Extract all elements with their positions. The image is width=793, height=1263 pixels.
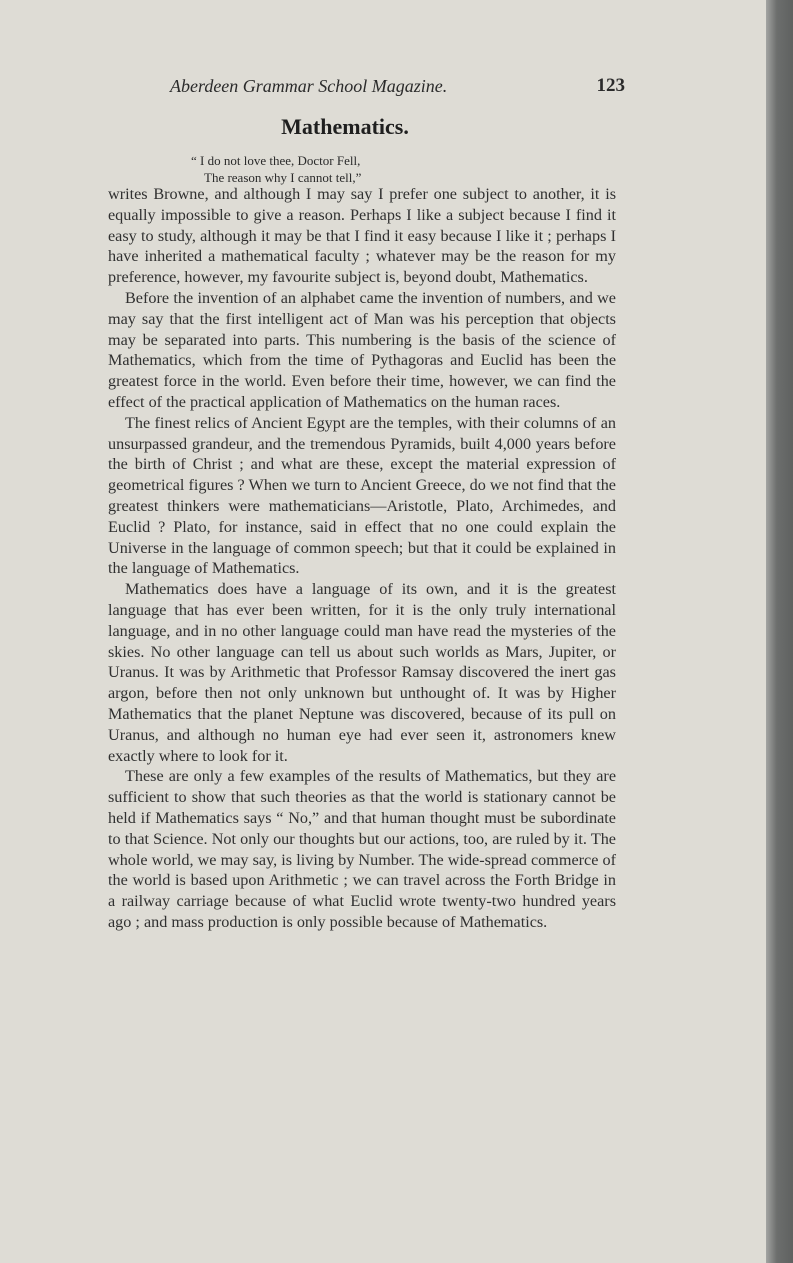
epigraph-line: “ I do not love thee, Doctor Fell,: [191, 153, 361, 168]
article-title: Mathematics.: [281, 114, 409, 139]
running-title: Aberdeen Grammar School Magazine.: [170, 76, 448, 96]
running-head: [60, 76, 625, 100]
paragraph: The finest relics of Ancient Egypt are the temples, with their columns of an unsurpassed grandeur, and the tremendous Pyramids, built 4,000 years before the birth of Christ ; and what are these, except the material expression of geometrical figures ? When we turn to Ancient Greece, do we not find that the greatest thinkers were mathematicians—Aristotle, Plato, Archimedes, and Euclid ? Plato, for instance, said in effect that no one could explain the Universe in the language of common speech; but that it could be explained in the language of Mathematics.: [108, 413, 616, 578]
epigraph-line: The reason why I cannot tell,”: [204, 170, 362, 185]
article-body: [108, 184, 616, 933]
paragraph: Before the invention of an alphabet came the invention of numbers, and we may say that the first intelligent act of Man was his perception that objects may be separated into parts. This numbering is the basis of the science of Mathematics, which from the time of Pythagoras and Euclid has been the greatest force in the world. Even before their time, however, we can find the effect of the practical application of Mathematics on the human races.: [108, 288, 616, 411]
paragraph: These are only a few examples of the results of Mathematics, but they are sufficient to show that such theories as that the world is stationary cannot be held if Mathematics says “ No,” and that human thought must be subordinate to that Science. Not only our thoughts but our actions, too, are ruled by it. The whole world, we may say, is living by Number. The wide-spread commerce of the world is based upon Arithmetic ; we can travel across the Forth Bridge in a railway carriage because of what Euclid wrote twenty-two hundred years ago ; and mass production is only possible because of Mathematics.: [108, 767, 616, 931]
paragraph: Mathematics does have a language of its own, and it is the greatest language that has ever been written, for it is the only truly international language, and in no other language could man have read the mysteries of the skies. No other language can tell us about such worlds as Mars, Jupiter, or Uranus. It was by Arithmetic that Professor Ramsay discovered the inert gas argon, before then not only unknown but unthought of. It was by Higher Mathematics that the planet Neptune was discovered, because of its pull on Uranus, and although no human eye had ever seen it, astronomers knew exactly where to look for it.: [108, 580, 616, 765]
paragraph: writes Browne, and although I may say I prefer one subject to another, it is equally impossible to give a reason. Perhaps I like a subject because I find it easy to study, although it may be that I find it easy because I like it ; perhaps I have inherited a mathematical faculty ; whatever may be the reason for my preference, however, my favourite subject is, beyond doubt, Mathematics.: [108, 185, 616, 287]
scan-page-edge: [766, 0, 793, 1263]
epigraph: [0, 152, 690, 186]
page-number: 123: [596, 75, 625, 96]
